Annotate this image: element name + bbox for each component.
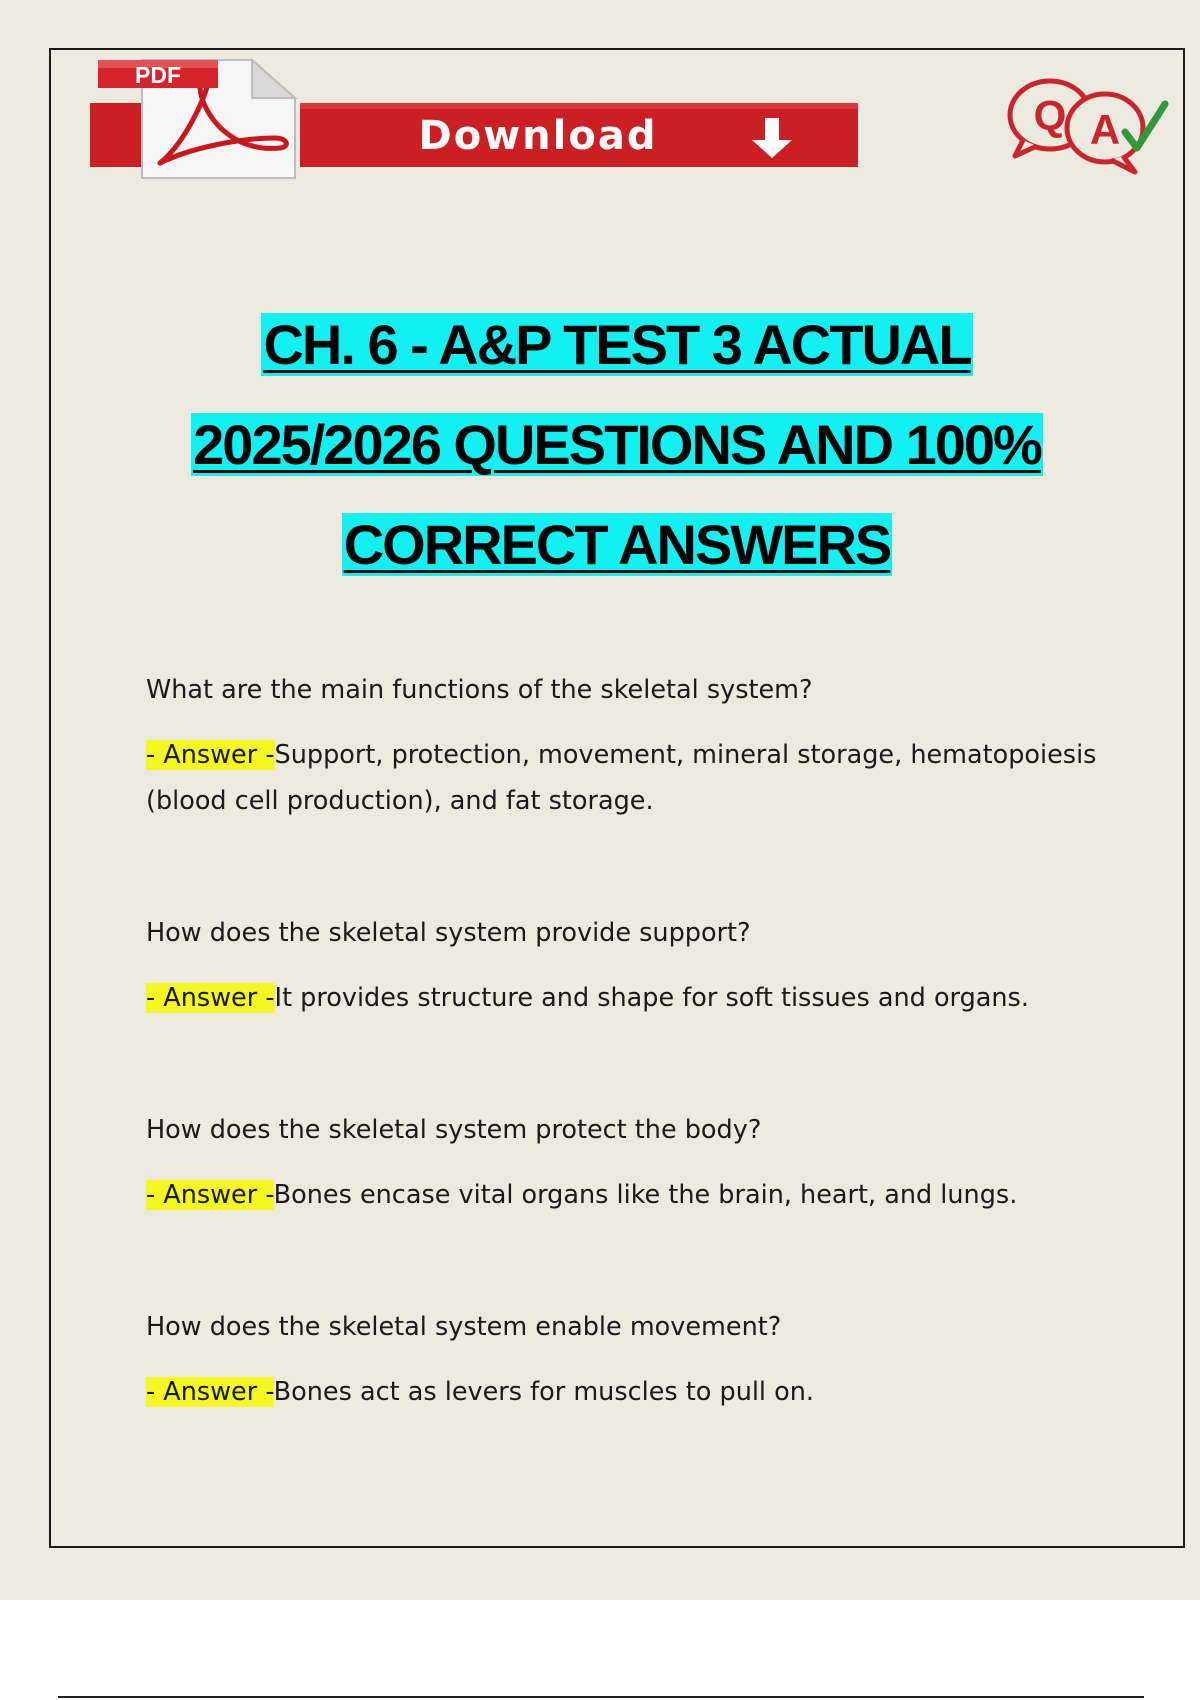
- title-line: 2025/2026 QUESTIONS AND 100%: [193, 413, 1041, 476]
- answer-tag: - Answer -: [146, 740, 275, 770]
- answer-body: Support, protection, movement, mineral storage, hematopoiesis (blood cell production), and fat storage.: [146, 740, 1097, 816]
- bottom-divider: [58, 1696, 1144, 1698]
- banner-left-block: [90, 103, 145, 167]
- a-speech-bubble-icon: [1067, 94, 1143, 172]
- answer-tag: - Answer -: [146, 1377, 274, 1407]
- answer-body: Bones encase vital organs like the brain, heart, and lungs.: [273, 1180, 1018, 1210]
- document-title: [60, 295, 1174, 595]
- qa-item: [146, 668, 1106, 824]
- question-text: How does the skeletal system provide support?: [146, 918, 751, 948]
- question-text: How does the skeletal system protect the body?: [146, 1115, 762, 1145]
- pdf-badge-label: PDF: [135, 62, 181, 88]
- q-letter: Q: [1033, 92, 1067, 139]
- answer-tag: - Answer -: [146, 1180, 274, 1210]
- download-label: Download: [418, 113, 658, 159]
- title-line: CORRECT ANSWERS: [343, 513, 891, 576]
- answer-text: [146, 1369, 1106, 1415]
- qa-item: [146, 1305, 1106, 1415]
- question-text: How does the skeletal system enable movement?: [146, 1312, 782, 1342]
- question-text: What are the main functions of the skeletal system?: [146, 675, 813, 705]
- qa-item: [146, 911, 1106, 1021]
- answer-text: [146, 1172, 1106, 1218]
- a-letter: A: [1089, 106, 1121, 153]
- answer-body: Bones act as levers for muscles to pull on.: [273, 1377, 814, 1407]
- title-line: CH. 6 - A&P TEST 3 ACTUAL: [263, 313, 971, 376]
- download-banner[interactable]: [90, 58, 860, 180]
- answer-tag: - Answer -: [146, 983, 275, 1013]
- answer-body: It provides structure and shape for soft tissues and organs.: [274, 983, 1029, 1013]
- answer-text: [146, 732, 1106, 824]
- qa-logo: [1005, 70, 1175, 180]
- qa-item: [146, 1108, 1106, 1218]
- pdf-badge: [98, 60, 218, 88]
- answer-text: [146, 975, 1106, 1021]
